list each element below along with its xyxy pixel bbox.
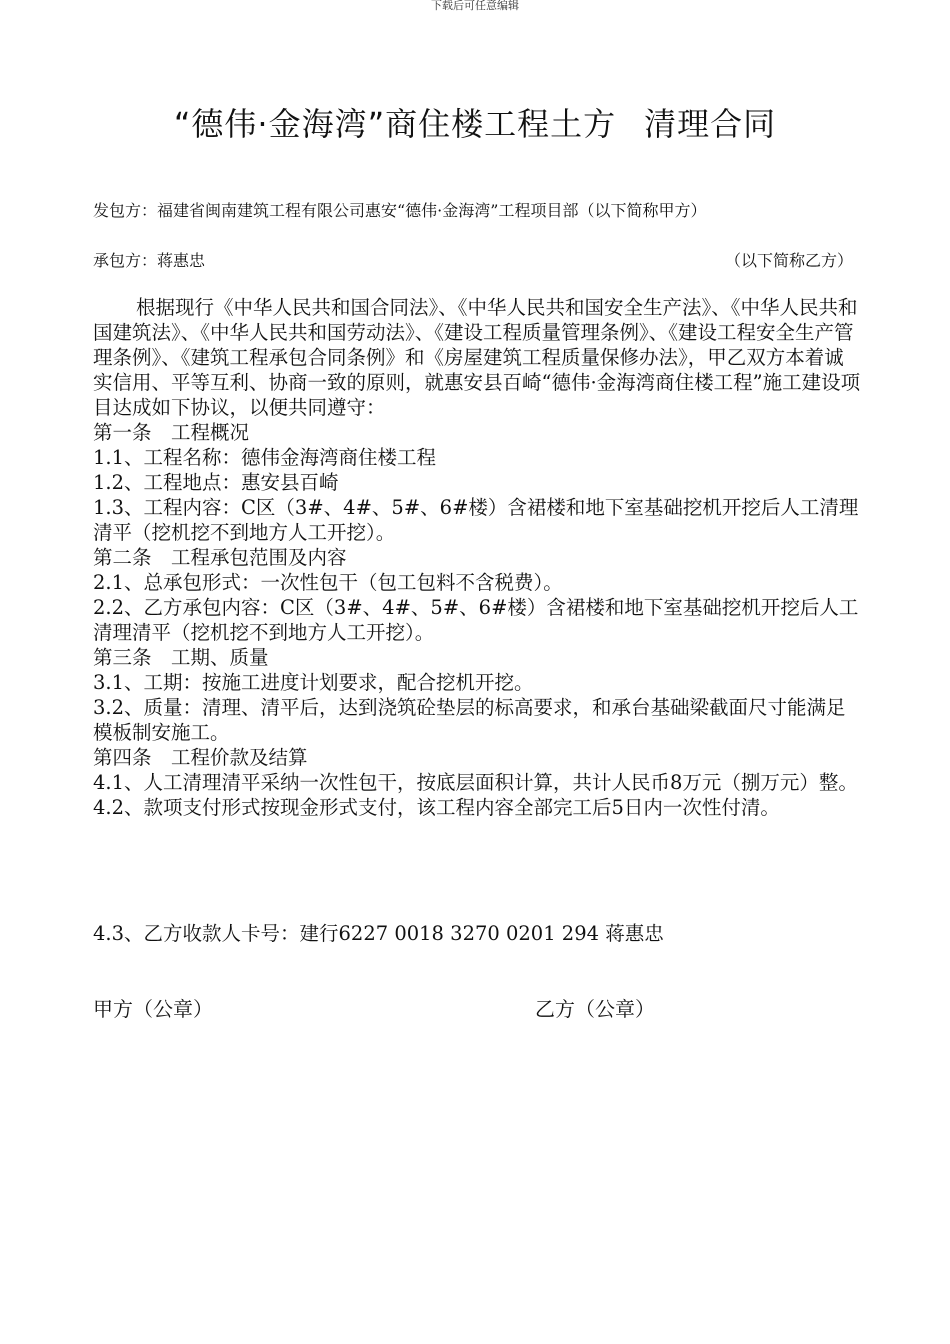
clause-line: 1.1、工程名称：德伟金海湾商住楼工程 xyxy=(93,446,437,469)
contract-body xyxy=(93,295,863,820)
signature-party-b: 乙方（公章） xyxy=(535,997,655,1021)
clause-line: 3.2、质量：清理、清平后，达到浇筑砼垫层的标高要求，和承台基础梁截面尺寸能满足模板制安施工。 xyxy=(93,696,846,744)
intro-paragraph: 根据现行《中华人民共和国合同法》、《中华人民共和国安全生产法》、《中华人民共和国建筑法》、《中华人民共和国劳动法》、《建设工程质量管理条例》、《建设工程安全生产管理条例》、《建筑工程承包合同条例》和《房屋建筑工程质量保修办法》，甲乙双方本着诚实信用、平等互利、协商一致的原则，就惠安县百崎“德伟·金海湾商住楼工程”施工建设项目达成如下协议，以便共同遵守： xyxy=(93,296,861,419)
clause-line: 第四条 工程价款及结算 xyxy=(93,746,308,769)
party-b-label: 承包方：蒋惠忠 xyxy=(93,251,206,270)
document-title xyxy=(0,102,950,146)
clause-line: 2.1、总承包形式：一次性包干（包工包料不含税费）。 xyxy=(93,571,563,594)
party-a: 发包方：福建省闽南建筑工程有限公司惠安“德伟·金海湾”工程项目部（以下简称甲方） xyxy=(93,201,707,220)
clause-line: 4.2、款项支付形式按现金形式支付，该工程内容全部完工后5日内一次性付清。 xyxy=(93,796,780,819)
clause-line: 第一条 工程概况 xyxy=(93,421,250,444)
clause-4-3: 4.3、乙方收款人卡号：建行6227 0018 3270 0201 294 蒋惠忠 xyxy=(93,922,664,945)
clause-line: 1.2、工程地点：惠安县百崎 xyxy=(93,471,339,494)
clause-line: 2.2、乙方承包内容：C区（3#、4#、5#、6#楼）含裙楼和地下室基础挖机开挖后人工清理清平（挖机挖不到地方人工开挖）。 xyxy=(93,596,859,644)
signature-party-a: 甲方（公章） xyxy=(93,997,213,1021)
clause-line: 第二条 工程承包范围及内容 xyxy=(93,546,347,569)
title-suffix: 清理合同 xyxy=(644,105,777,143)
clause-line: 第三条 工期、质量 xyxy=(93,646,269,669)
header-note: 下载后可任意编辑 xyxy=(431,0,519,12)
party-b xyxy=(93,249,853,273)
clause-line: 3.1、工期：按施工进度计划要求，配合挖机开挖。 xyxy=(93,671,534,694)
party-b-suffix: （以下简称乙方） xyxy=(724,251,853,270)
clause-line: 1.3、工程内容：C区（3#、4#、5#、6#楼）含裙楼和地下室基础挖机开挖后人工清理清平（挖机挖不到地方人工开挖）。 xyxy=(93,496,859,544)
clause-line: 4.1、人工清理清平采纳一次性包干，按底层面积计算，共计人民币8万元（捌万元）整。 xyxy=(93,771,858,794)
title-main: “德伟·金海湾”商住楼工程土方 xyxy=(173,105,617,143)
